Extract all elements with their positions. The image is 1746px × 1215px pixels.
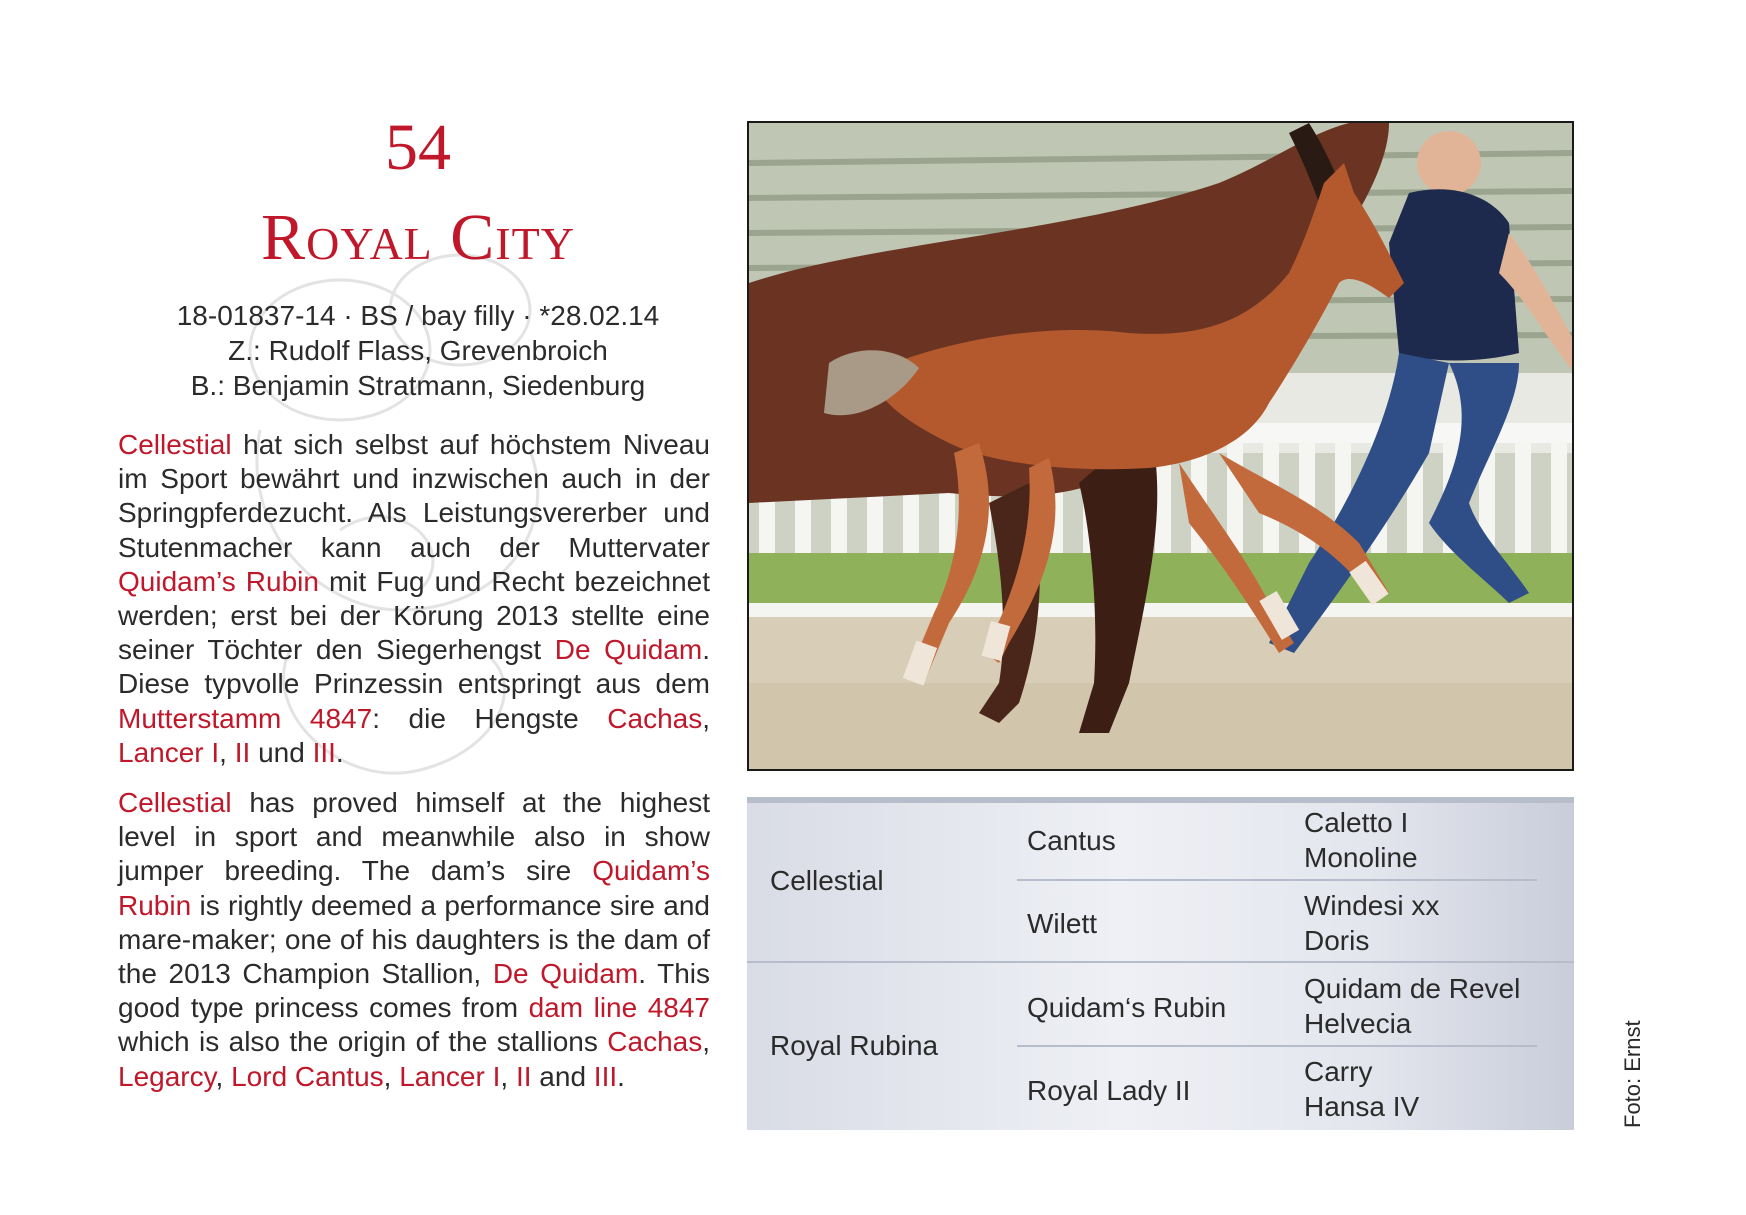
text-segment: , [215,1060,232,1092]
highlighted-name: Lord Cantus [231,1060,384,1092]
text-segment: , [500,1060,516,1092]
text-segment: has proved himself at the highest level in sport and meanwhile also in show jumper breeding. The dam’s sire [118,787,710,887]
highlighted-name: De Quidam [492,958,639,990]
text-segment: , [219,736,235,768]
pedigree-divider-main [747,961,1574,963]
highlighted-name: II [515,1060,532,1092]
highlighted-name: Cellestial [118,787,232,819]
photo-credit: Foto: Ernst [1620,1020,1645,1128]
pedigree-sire-dam: Wilett [1027,908,1097,939]
pedigree-dam: Royal Rubina [770,1030,939,1061]
pedigree-sire-sire: Cantus [1027,825,1116,856]
text-segment: and [531,1060,594,1092]
pedigree-ggp-3: Windesi xx [1304,890,1440,921]
text-segment: . [335,736,344,768]
highlighted-name: II [234,736,251,768]
meta-line-registration: 18-01837-14 · BS / bay filly · *28.02.14 [176,300,660,331]
highlighted-name: Quidam’s Rubin [118,855,710,921]
text-segment: . This good type princess comes from [118,958,710,1024]
highlighted-name: III [312,736,336,768]
text-segment: which is also the origin of the stallions [118,1026,608,1058]
meta-line-owner: B.: Benjamin Stratmann, Siedenburg [190,370,646,401]
pedigree-ggp-1: Caletto I [1304,807,1409,838]
text-segment: hat sich selbst auf höchstem Niveau im Sport bewährt und inzwischen auch in der Springpferdezucht. Als Leistungsvererber und Stutenmacher kann auch der Muttervater [118,429,710,563]
horse-meta [118,298,718,403]
text-segment: . Diese typvolle Prinzessin entspringt aus dem [118,634,710,700]
highlighted-name: Legarcy [118,1060,216,1092]
highlighted-name: Lancer I [399,1060,501,1092]
highlighted-name: Mutterstamm 4847 [118,702,373,734]
highlighted-name: III [593,1060,618,1092]
description [118,428,710,1110]
text-segment: , [383,1060,400,1092]
pedigree-ggp-8: Hansa IV [1304,1091,1420,1122]
text-segment: und [250,736,313,768]
text-segment: is rightly deemed a performance sire and mare-maker; one of his daughters is the dam of the 2013 Champion Stallion, [118,889,710,990]
pedigree-ggp-5: Quidam de Revel [1304,973,1521,1004]
highlighted-name: Cachas [607,702,703,734]
pedigree-ggp-6: Helvecia [1304,1008,1412,1039]
text-segment: , [702,1026,710,1058]
highlighted-name: Cellestial [118,429,232,460]
pedigree-divider-upper [1017,879,1537,881]
pedigree-divider-lower [1017,1045,1537,1047]
highlighted-name: Lancer I [118,736,220,768]
pedigree-ggp-7: Carry [1304,1056,1373,1087]
highlighted-name: Cachas [607,1026,703,1058]
text-segment: mit Fug und Recht bezeichnet werden; erst bei der Körung 2013 stellte eine seiner Töchter den Siegerhengst [118,565,710,666]
pedigree-sire: Cellestial [770,865,884,896]
pedigree-ggp-4: Doris [1304,925,1370,956]
pedigree-dam-dam: Royal Lady II [1027,1075,1191,1106]
description-german [118,428,710,770]
horse-name: Royal City [261,201,575,274]
text-segment: , [702,702,711,734]
pedigree-dam-sire: Quidam‘s Rubin [1027,992,1227,1023]
meta-line-breeder: Z.: Rudolf Flass, Grevenbroich [228,335,608,366]
highlighted-name: dam line 4847 [528,992,710,1024]
highlighted-name: De Quidam [554,634,703,666]
text-segment: : die Hengste [372,702,608,734]
pedigree-table [747,797,1574,1130]
description-english [118,786,710,1094]
lot-number: 54 [385,111,451,184]
horse-photo [747,121,1574,771]
pedigree-ggp-2: Monoline [1304,842,1418,873]
text-segment: . [617,1060,625,1092]
highlighted-name: Quidam’s Rubin [118,565,319,597]
